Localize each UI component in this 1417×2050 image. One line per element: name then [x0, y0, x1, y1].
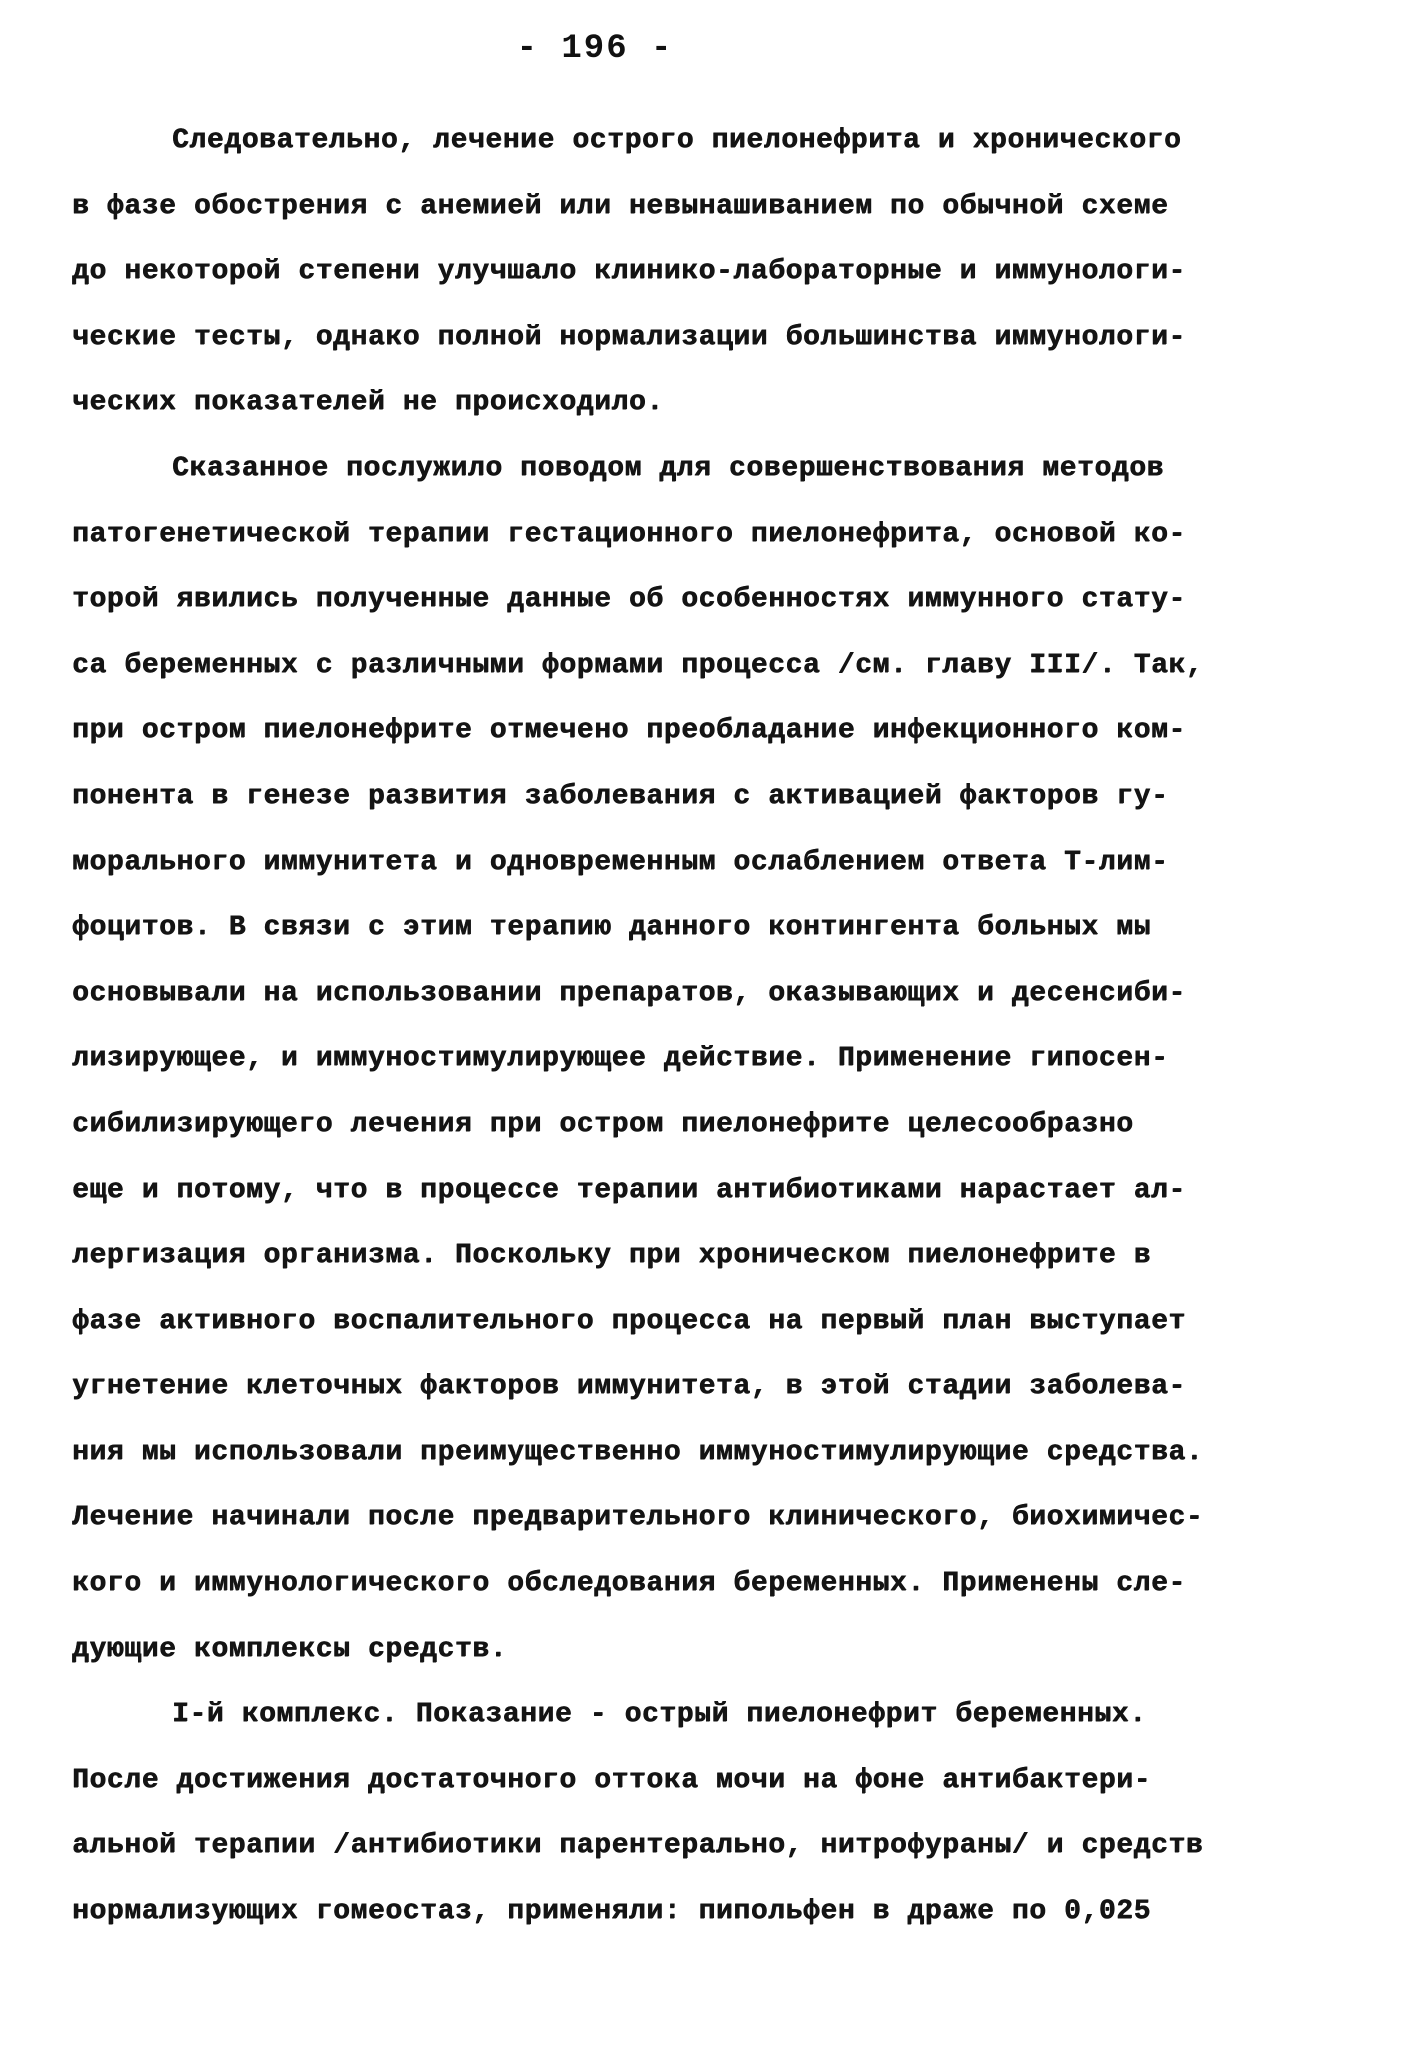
text-line: лизирующее, и иммуностимулирующее действие. Применение гипосен- — [72, 1043, 1169, 1075]
text-line: угнетение клеточных факторов иммунитета, в этой стадии заболева- — [72, 1371, 1186, 1403]
text-line: ния мы использовали преимущественно иммуностимулирующие средства. — [72, 1436, 1204, 1468]
text-line: основывали на использовании препаратов, оказывающих и десенсиби- — [72, 977, 1186, 1009]
text-line: фазе активного воспалительного процесса на первый план выступает — [72, 1305, 1186, 1337]
text-line: са беременных с различными формами процесса /см. главу III/. Так, — [72, 649, 1204, 681]
text-line: фоцитов. В связи с этим терапию данного контингента больных мы — [72, 912, 1151, 944]
text-line: лергизация организма. Поскольку при хроническом пиелонефрите в — [72, 1240, 1151, 1272]
text-line: ческие тесты, однако полной нормализации большинства иммунологи- — [72, 321, 1186, 353]
text-line: После достижения достаточного оттока мочи на фоне антибактери- — [72, 1764, 1151, 1796]
text-line: сибилизирующего лечения при остром пиелонефрите целесообразно — [72, 1108, 1134, 1140]
text-line: при остром пиелонефрите отмечено преобладание инфекционного ком- — [72, 715, 1186, 747]
text-line: понента в генезе развития заболевания с активацией факторов гу- — [72, 780, 1169, 812]
text-line: дующие комплексы средств. — [72, 1633, 508, 1665]
body-text — [72, 108, 1372, 1945]
page-number: - 196 - — [516, 30, 674, 68]
text-line: I-й комплекс. Показание - острый пиелонефрит беременных. — [172, 1699, 1147, 1731]
text-line: Лечение начинали после предварительного клинического, биохимичес- — [72, 1502, 1204, 1534]
text-line: еще и потому, что в процессе терапии антибиотиками нарастает ал- — [72, 1174, 1186, 1206]
text-line: ческих показателей не происходило. — [72, 387, 664, 419]
text-line: до некоторой степени улучшало клинико-лабораторные и иммунологи- — [72, 256, 1186, 288]
text-line: Следовательно, лечение острого пиелонефрита и хронического — [172, 125, 1182, 156]
text-line: Сказанное послужило поводом для совершенствования методов — [172, 452, 1164, 484]
text-line: патогенетической терапии гестационного пиелонефрита, основой ко- — [72, 518, 1186, 550]
text-line: морального иммунитета и одновременным ослаблением ответа Т-лим- — [72, 846, 1169, 878]
text-line: альной терапии /антибиотики парентерально, нитрофураны/ и средств — [72, 1830, 1204, 1862]
text-line: нормализующих гомеостаз, применяли: пипольфен в драже по 0,025 — [72, 1896, 1151, 1928]
text-line: в фазе обострения с анемией или невынашиванием по обычной схеме — [72, 190, 1169, 222]
text-line: кого и иммунологического обследования беременных. Применены сле- — [72, 1568, 1186, 1600]
text-line: торой явились полученные данные об особенностях иммунного стату- — [72, 584, 1186, 616]
